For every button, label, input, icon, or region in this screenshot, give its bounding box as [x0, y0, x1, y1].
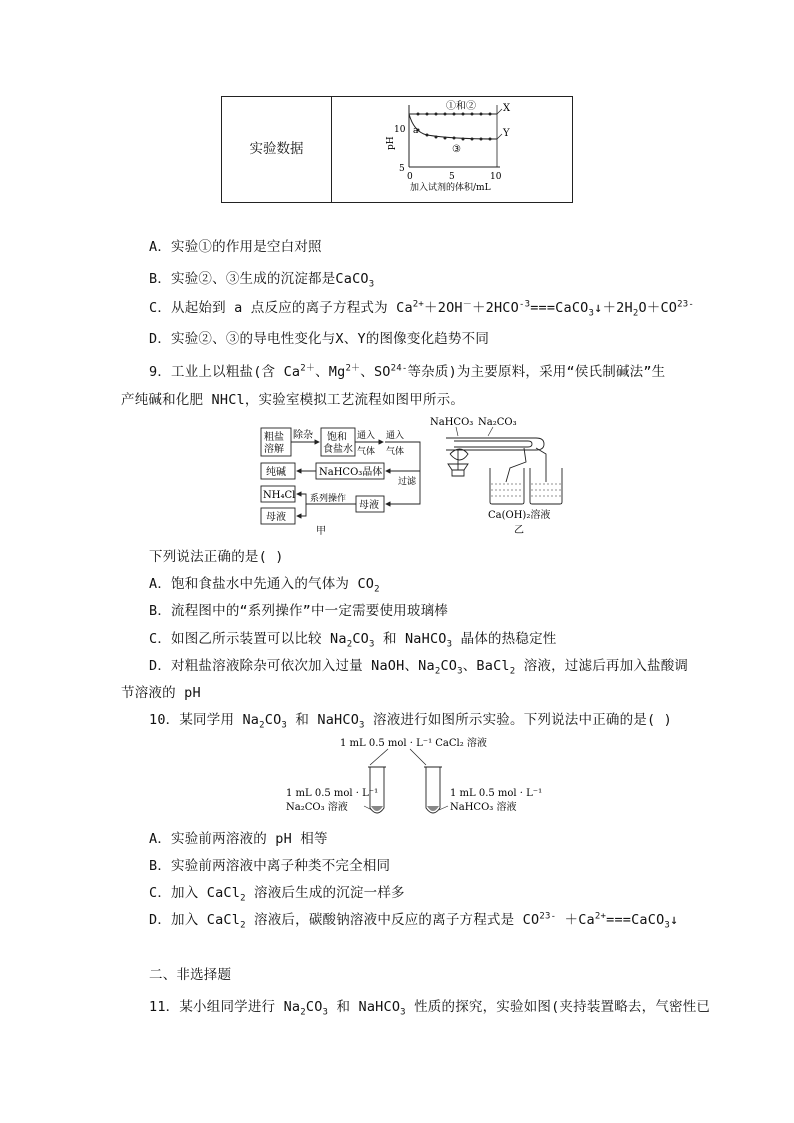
flow-crude-1: 粗盐 — [264, 432, 284, 443]
q10-right-label-1: 1 mL 0.5 mol · L⁻¹ — [450, 788, 543, 799]
point-a-label: a — [413, 126, 419, 136]
flow-mother2: 母液 — [359, 500, 379, 511]
ytick-10: 10 — [394, 125, 406, 135]
legend-top: ①和② — [446, 101, 476, 112]
flow-gas2-1: 通入 — [386, 431, 405, 441]
xtick-0: 0 — [407, 172, 413, 182]
q10-option-a: A．实验前两溶液的 pH 相等 — [149, 831, 328, 847]
flow-brine-2: 食盐水 — [323, 444, 353, 455]
ytick-5: 5 — [399, 164, 405, 174]
q10-option-c: C．加入 CaCl$_2$ 溶液后生成的沉淀一样多 — [149, 885, 405, 904]
q10-option-d: D．加入 CaCl$_2$ 溶液后，碳酸钠溶液中反应的离子方程式是 $CO^{23-}$ $+Ca^{2+}===CaCO_3↓$ — [149, 911, 679, 931]
flow-nahco3: NaHCO₃晶体 — [319, 467, 383, 478]
q10-left-label-2: Na₂CO₃ 溶液 — [286, 802, 348, 813]
q8-option-c: C．从起始到 a 点反应的离子方程式为 $Ca^{2+}+2OH^-+2HCO^{-3}===CaCO_3↓+2H_2O+CO^{23-}$ — [149, 299, 694, 319]
section-heading: 二、非选择题 — [149, 967, 232, 983]
test-tube-diagram — [284, 734, 544, 824]
curve-y-points — [417, 129, 492, 141]
q8-option-b: B．实验②、③生成的沉淀都是CaCO$_3$ — [149, 271, 375, 290]
flow-chart — [258, 418, 430, 538]
q10-stem: 10．某同学用 $Na_2CO_3$ 和 NaHCO$_3$ 溶液进行如图所示实验。下列说法中正确的是( ) — [149, 712, 672, 731]
flow-nh4cl: NH₄Cl — [263, 490, 296, 501]
q8-option-a: A．实验①的作用是空白对照 — [149, 239, 322, 255]
flow-caption: 甲 — [316, 526, 326, 537]
flow-remove: 除杂 — [293, 430, 313, 441]
q10-right-label-2: NaHCO₃ 溶液 — [450, 802, 517, 813]
flow-soda: 纯碱 — [266, 467, 286, 478]
q10-left-label-1: 1 mL 0.5 mol · L⁻¹ — [286, 788, 379, 799]
table-divider — [331, 97, 332, 202]
q9-option-a: A．饱和食盐水中先通入的气体为 $CO_2$ — [149, 576, 380, 595]
flow-brine-1: 饱和 — [327, 432, 347, 443]
ph-graph — [382, 97, 572, 202]
q9-stem-line1: 9．工业上以粗盐(含 $Ca^{2+}$、$Mg^{2+}$、$SO^{24-}$等杂质)为主要原料，采用“侯氏制碱法”生 — [149, 363, 666, 380]
xlabel: 加入试剂的体积/mL — [410, 183, 491, 193]
curve-x-label: X — [503, 103, 511, 114]
curve-y-label: Y — [503, 128, 510, 139]
app-caoh2: Ca(OH)₂溶液 — [488, 510, 551, 521]
flow-crude-2: 溶解 — [264, 444, 284, 455]
flow-gas1-1: 通入 — [357, 431, 376, 441]
apparatus-diagram — [428, 414, 568, 538]
q10-top-label: 1 mL 0.5 mol · L⁻¹ CaCl₂ 溶液 — [340, 738, 487, 749]
q9-option-b: B．流程图中的“系列操作”中一定需要使用玻璃棒 — [149, 603, 448, 619]
flow-gas2-2: 气体 — [386, 447, 405, 457]
curve-y — [409, 114, 497, 139]
table-label: 实验数据 — [249, 141, 304, 157]
app-nahco3: NaHCO₃ — [430, 417, 474, 428]
legend-bottom: ③ — [452, 144, 461, 155]
q9-option-c: C．如图乙所示装置可以比较 $Na_2CO_3$ 和 NaHCO$_3$ 晶体的热稳定性 — [149, 631, 557, 650]
flow-series: 系列操作 — [310, 494, 347, 504]
app-na2co3: Na₂CO₃ — [478, 417, 517, 428]
q9-option-d: D．对粗盐溶液除杂可依次加入过量 NaOH、$Na_2CO_3$、BaCl$_2$ 溶液，过滤后再加入盐酸调 — [149, 658, 689, 677]
q8-option-d: D．实验②、③的导电性变化与X、Y的图像变化趋势不同 — [149, 331, 490, 347]
experiment-data-table — [221, 96, 573, 203]
q11-stem: 11．某小组同学进行 $Na_2CO_3$ 和 NaHCO$_3$ 性质的探究，实验如图(夹持装置略去，气密性已 — [149, 999, 711, 1018]
xtick-10: 10 — [490, 172, 502, 182]
q9-stem-line2: 产纯碱和化肥 NHCl，实验室模拟工艺流程如图甲所示。 — [121, 392, 465, 408]
flow-gas1-2: 气体 — [357, 447, 376, 457]
flow-filter: 过滤 — [398, 477, 417, 487]
q10-option-b: B．实验前两溶液中离子种类不完全相同 — [149, 858, 391, 874]
app-caption: 乙 — [514, 525, 524, 536]
q9-question: 下列说法正确的是( ) — [149, 549, 284, 565]
ylabel: pH — [386, 136, 396, 150]
xtick-5: 5 — [449, 172, 455, 182]
q9-option-d-cont: 节溶液的 pH — [121, 685, 201, 701]
flow-mother: 母液 — [266, 512, 286, 523]
curve-x-points — [417, 113, 492, 116]
